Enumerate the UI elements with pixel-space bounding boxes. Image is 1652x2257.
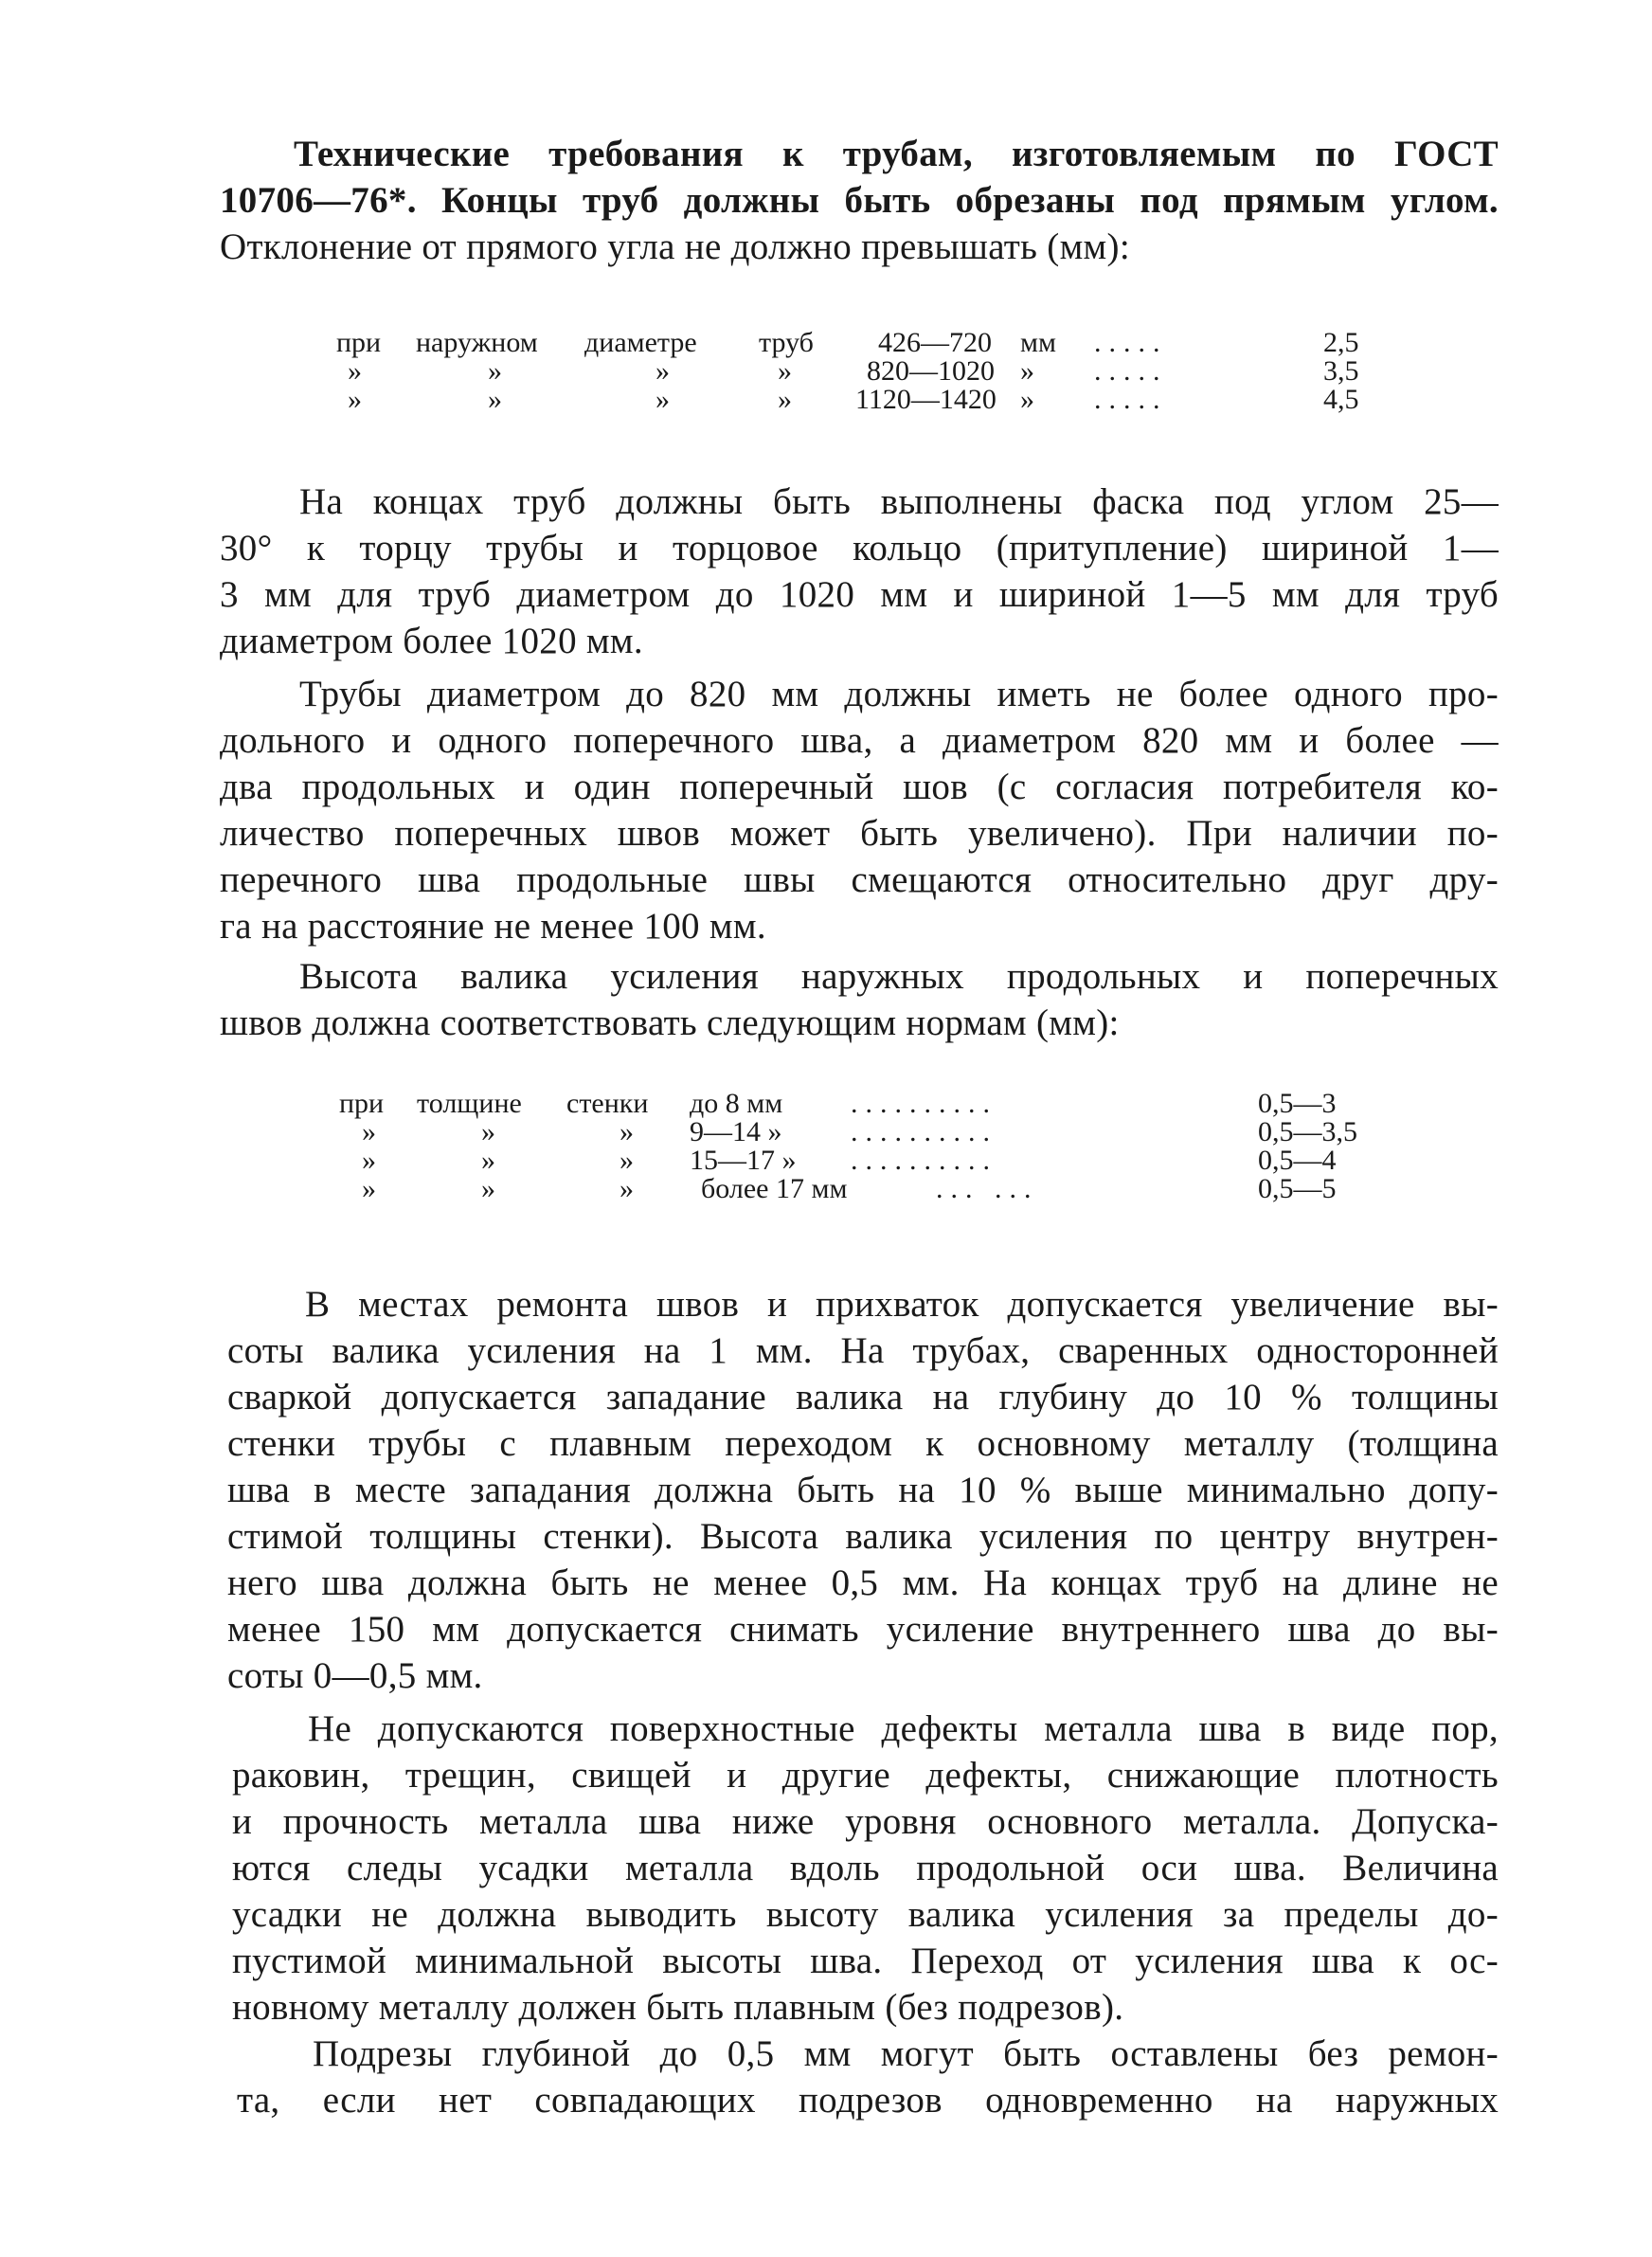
paragraph-chamfer	[220, 478, 1499, 664]
table-row	[339, 1118, 1476, 1147]
text-line: соты 0—0,5 мм.	[227, 1655, 483, 1696]
text-line: Не допускаются поверхностные дефекты металла шва в виде пор,	[308, 1708, 1499, 1749]
text-line: перечного шва продольные швы смещаются относительно друг дру-	[220, 859, 1499, 900]
table-cell: »	[1020, 355, 1034, 387]
table-value: 4,5	[1323, 384, 1359, 415]
table-value: 0,5—5	[1258, 1173, 1337, 1204]
table-cell: »	[655, 355, 670, 387]
text-line: швов должна соответствовать следующим нормам (мм):	[220, 1002, 1120, 1043]
text-line: усадки не должна выводить высоту валика усиления за пределы до-	[232, 1894, 1499, 1935]
text-line: та, если нет совпадающих подрезов одновременно на наружных	[237, 2080, 1499, 2121]
text-line: га на расстояние не менее 100 мм.	[220, 906, 766, 947]
paragraph-seams	[220, 671, 1499, 949]
table-cell: »	[778, 384, 792, 415]
leader-dots: ..........	[851, 1145, 997, 1176]
table-cell: »	[620, 1116, 634, 1147]
leader-dots: .....	[1094, 327, 1168, 358]
text-line: него шва должна быть не менее 0,5 мм. На концах труб на длине не	[227, 1562, 1499, 1603]
table-cell: »	[362, 1116, 376, 1147]
text-line: На концах труб должны быть выполнены фаска под углом 25—	[299, 481, 1499, 522]
text-line: личество поперечных швов может быть увеличено). При наличии по-	[220, 813, 1499, 854]
table-cell: »	[620, 1173, 634, 1204]
table-cell: »	[348, 355, 362, 387]
table-cell: 426—720	[878, 327, 992, 358]
leader-dots: .....	[1094, 355, 1168, 387]
text-line: новному металлу должен быть плавным (без подрезов).	[232, 1987, 1124, 2028]
table-row	[339, 1175, 1476, 1203]
paragraph-defects	[232, 1706, 1499, 2031]
text-line: диаметром более 1020 мм.	[220, 621, 643, 661]
text-line: шва в месте западания должна быть на 10 % выше минимально допу-	[227, 1470, 1499, 1510]
leader-dots: ..........	[851, 1088, 997, 1119]
table-cell: труб	[759, 327, 814, 358]
table-cell: »	[362, 1173, 376, 1204]
table-cell: толщине	[417, 1088, 522, 1119]
table-row	[339, 1147, 1476, 1175]
table-cell: 1120—1420	[855, 384, 997, 415]
table-value: 0,5—3	[1258, 1088, 1337, 1119]
table-row	[339, 1090, 1476, 1118]
table-cell: »	[1020, 384, 1034, 415]
paragraph-bead-height	[220, 953, 1499, 1046]
table-cell: 9—14 »	[690, 1116, 782, 1147]
text-line: Высота валика усиления наружных продольных и поперечных	[299, 956, 1499, 997]
text-line: 30° к торцу трубы и торцовое кольцо (притупление) шириной 1—	[220, 528, 1499, 569]
text-line: раковин, трещин, свищей и другие дефекты, снижающие плотность	[232, 1755, 1499, 1796]
table-cell: 15—17 »	[690, 1145, 797, 1176]
bead-height-table	[339, 1090, 1476, 1203]
text-line: два продольных и один поперечный шов (с согласия потребителя ко-	[220, 767, 1499, 807]
table-row	[336, 386, 1473, 414]
table-value: 0,5—4	[1258, 1145, 1337, 1176]
text-line: ются следы усадки металла вдоль продольной оси шва. Величина	[232, 1848, 1499, 1888]
text-line: пустимой минимальной высоты шва. Переход от усиления шва к ос-	[232, 1941, 1499, 1981]
text-line: Отклонение от прямого угла не должно превышать (мм):	[220, 226, 1130, 267]
table-cell: »	[481, 1173, 495, 1204]
paragraph-repair	[227, 1281, 1499, 1699]
table-cell: 820—1020	[867, 355, 995, 387]
paragraph-undercuts	[237, 2031, 1499, 2123]
text-line: и прочность металла шва ниже уровня основного металла. Допуска-	[232, 1801, 1499, 1842]
text-line: Подрезы глубиной до 0,5 мм могут быть оставлены без ремон-	[313, 2033, 1499, 2074]
table-cell: при	[336, 327, 382, 358]
text-line: Технические требования к трубам, изготовляемым по ГОСТ	[294, 134, 1499, 174]
table-cell: »	[348, 384, 362, 415]
text-line: Трубы диаметром до 820 мм должны иметь не более одного про-	[299, 674, 1499, 714]
leader-dots: ..........	[851, 1116, 997, 1147]
table-cell: диаметре	[584, 327, 697, 358]
table-row	[336, 357, 1473, 386]
table-cell: до 8 мм	[690, 1088, 783, 1119]
text-line: сваркой допускается западание валика на глубину до 10 % толщины	[227, 1377, 1499, 1417]
table-cell: »	[488, 384, 502, 415]
text-line: соты валика усиления на 1 мм. На трубах, сваренных односторонней	[227, 1330, 1499, 1371]
table-value: 3,5	[1323, 355, 1359, 387]
text-line: дольного и одного поперечного шва, а диаметром 820 мм и более —	[220, 720, 1499, 761]
text-line: стенки трубы с плавным переходом к основному металлу (толщина	[227, 1423, 1499, 1464]
text-line: 3 мм для труб диаметром до 1020 мм и шириной 1—5 мм для труб	[220, 574, 1499, 615]
paragraph-requirements	[220, 131, 1499, 270]
table-cell: »	[481, 1145, 495, 1176]
table-cell: более 17 мм	[701, 1173, 848, 1204]
table-cell: »	[481, 1116, 495, 1147]
table-cell: наружном	[416, 327, 538, 358]
table-cell: мм	[1020, 327, 1056, 358]
table-value: 2,5	[1323, 327, 1359, 358]
text-line: В местах ремонта швов и прихваток допускается увеличение вы-	[305, 1284, 1499, 1325]
text-line: менее 150 мм допускается снимать усиление внутреннего шва до вы-	[227, 1609, 1499, 1650]
table-value: 0,5—3,5	[1258, 1116, 1357, 1147]
deviation-table	[336, 329, 1473, 414]
table-cell: »	[362, 1145, 376, 1176]
table-cell: »	[620, 1145, 634, 1176]
text-line: 10706—76*. Концы труб должны быть обрезаны под прямым углом.	[220, 180, 1499, 221]
leader-dots: .....	[1094, 384, 1168, 415]
leader-dots: ... ...	[936, 1173, 1039, 1204]
table-cell: »	[488, 355, 502, 387]
table-cell: »	[778, 355, 792, 387]
table-cell: стенки	[566, 1088, 649, 1119]
table-row	[336, 329, 1473, 357]
table-cell: при	[339, 1088, 385, 1119]
text-line: стимой толщины стенки). Высота валика усиления по центру внутрен-	[227, 1516, 1499, 1557]
table-cell: »	[655, 384, 670, 415]
